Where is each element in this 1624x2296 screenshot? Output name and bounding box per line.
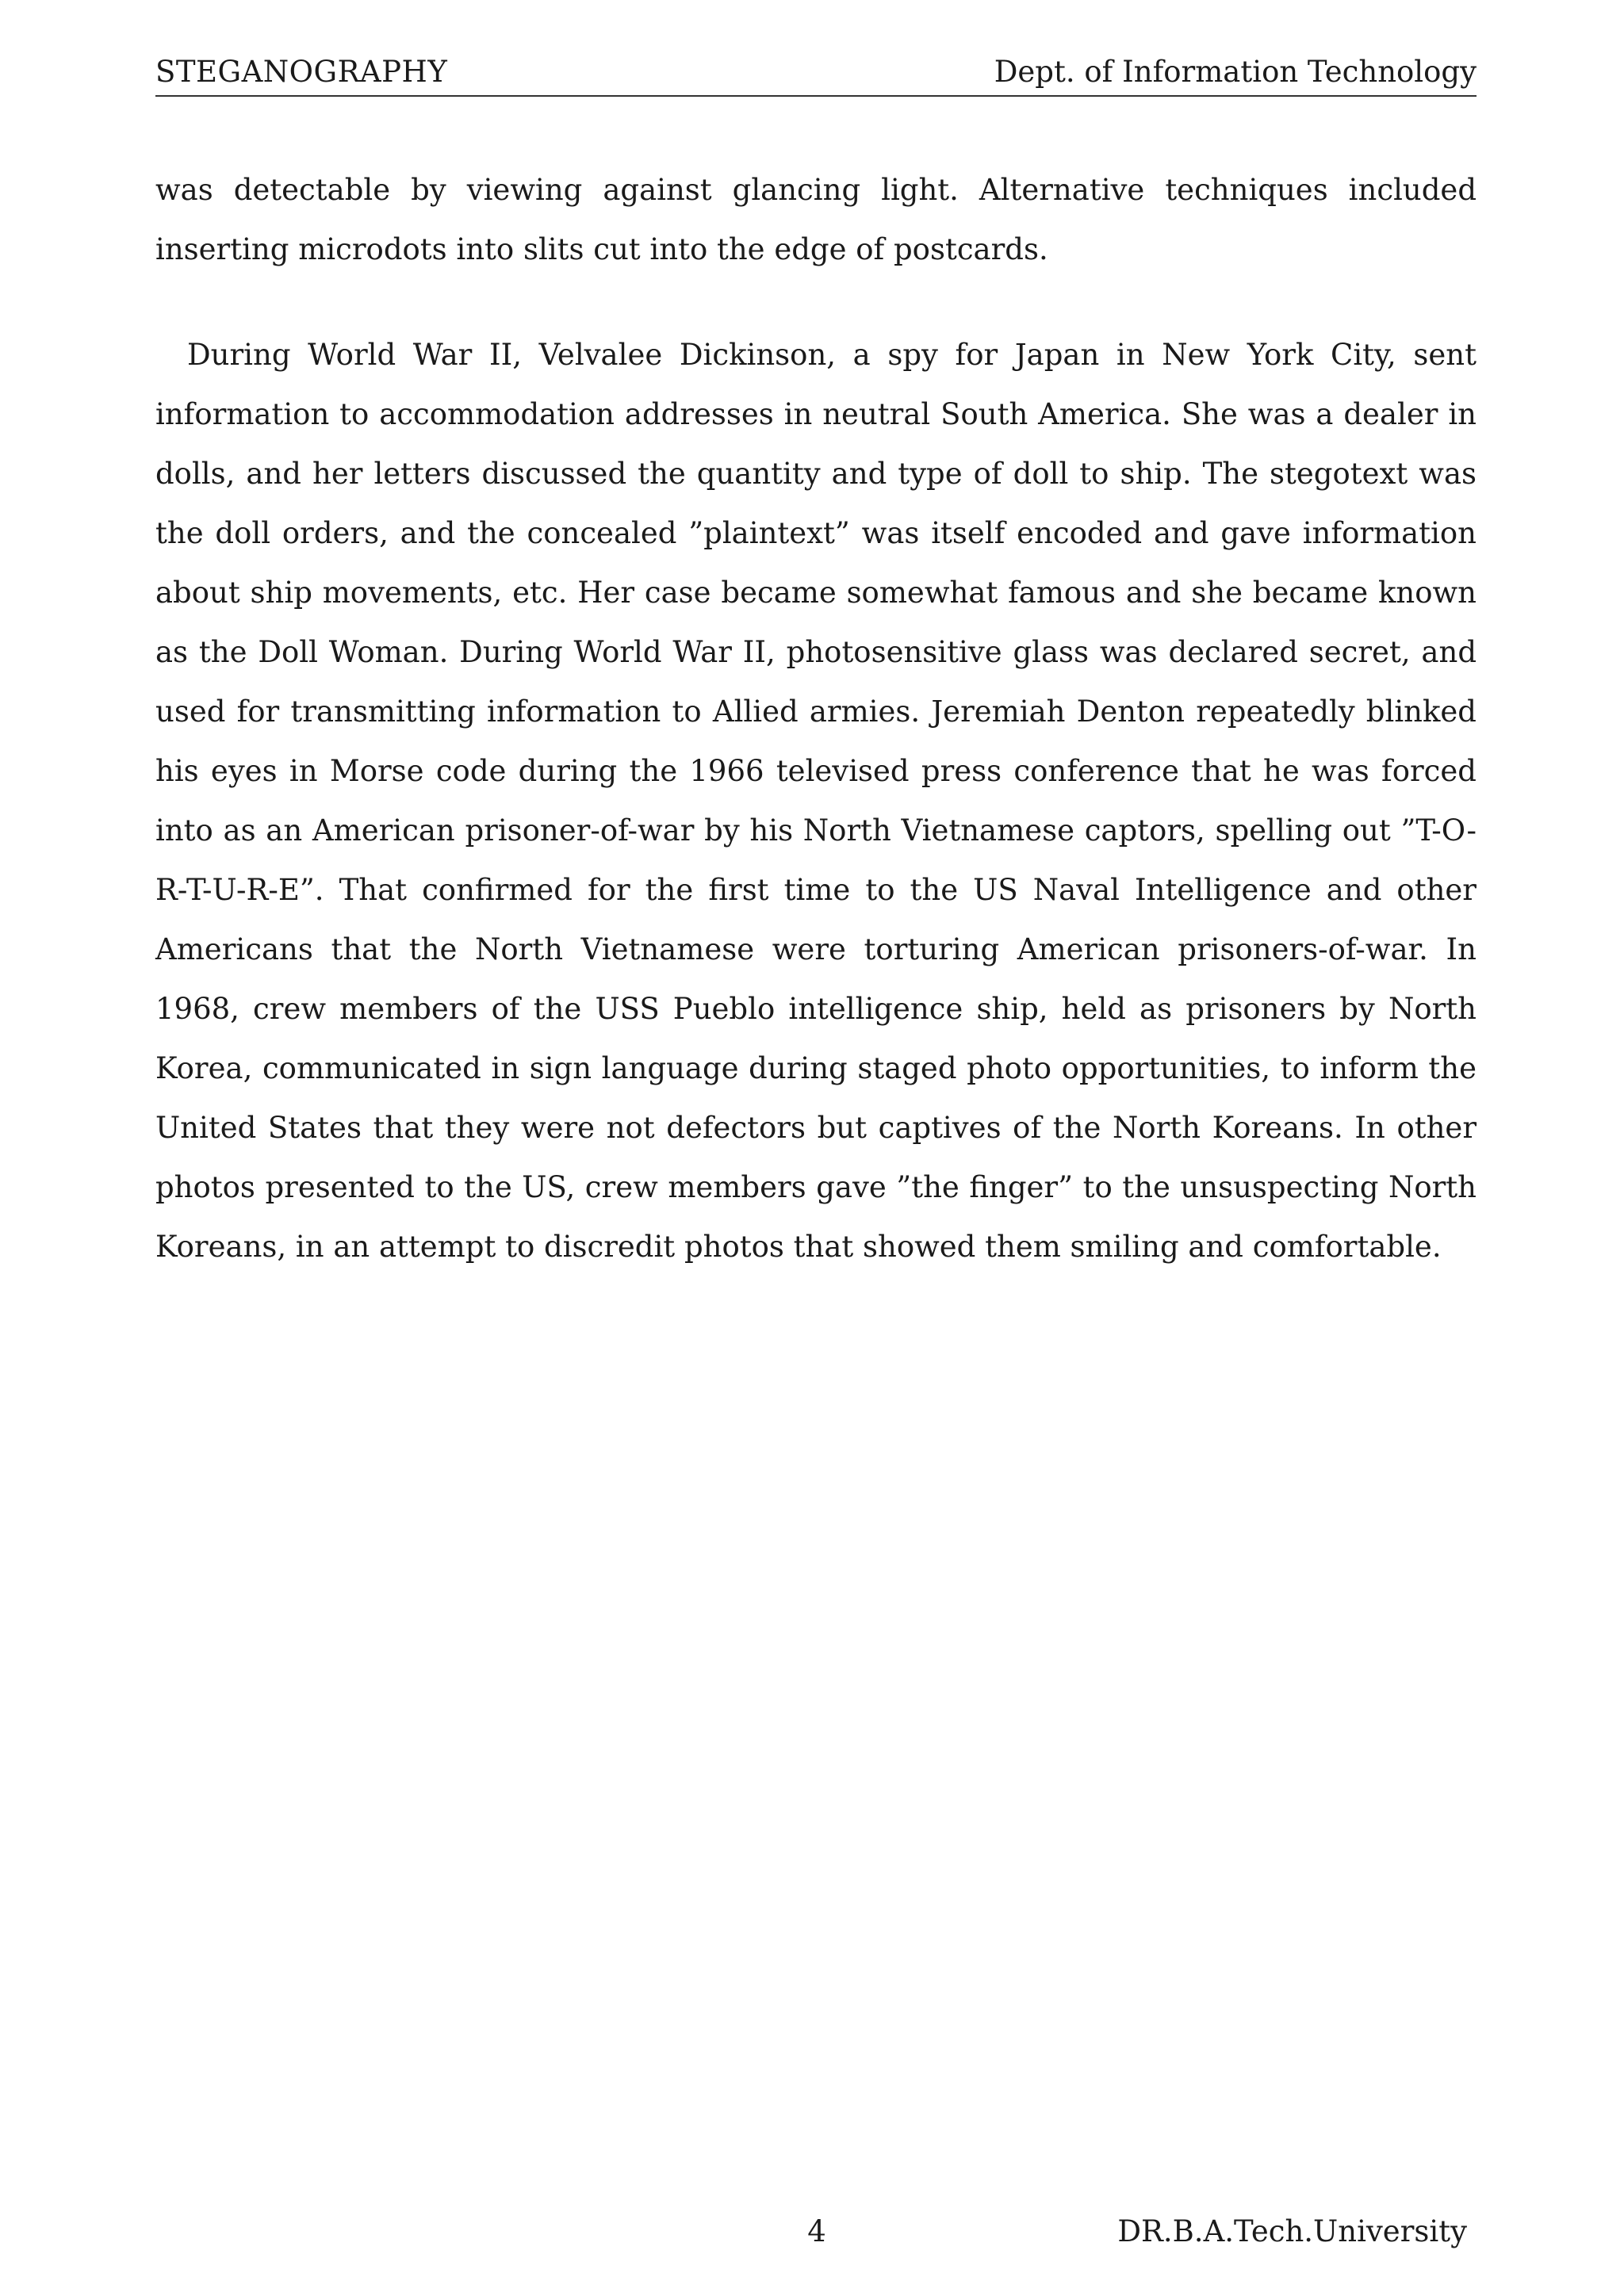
page-number: 4 <box>807 2214 826 2248</box>
department-name: Dept. of Information Technology <box>994 55 1477 89</box>
body-text <box>155 160 1477 1276</box>
paragraph-continuation: was detectable by viewing against glancing light. Alternative techniques included inserting microdots into slits cut into the edge of postcards. <box>155 173 1477 266</box>
page-header <box>155 49 1477 97</box>
institution-name: DR.B.A.Tech.University <box>1117 2214 1467 2248</box>
running-title: STEGANOGRAPHY <box>155 55 448 89</box>
paragraph-world-war-ii: During World War II, Velvalee Dickinson, a spy for Japan in New York City, sent information to accommodation addresses in neutral South America. She was a dealer in dolls, and her letters discussed the quantity and type of doll to ship. The stegotext was the doll orders, and the concealed ”plaintext” was itself encoded and gave information about ship movements, etc. Her case became somewhat famous and she became known as the Doll Woman. During World War II, photosensitive glass was declared secret, and used for transmitting information to Allied armies. Jeremiah Denton repeatedly blinked his eyes in Morse code during the 1966 televised press conference that he was forced into as an American prisoner-of-war by his North Vietnamese captors, spelling out ”T-O-R-T-U-R-E”. That confirmed for the first time to the US Naval Intelligence and other Americans that the North Vietnamese were torturing American prisoners-of-war. In 1968, crew members of the USS Pueblo intelligence ship, held as prisoners by North Korea, communicated in sign language during staged photo opportunities, to inform the United States that they were not defectors but captives of the North Koreans. In other photos presented to the US, crew members gave ”the finger” to the unsuspecting North Koreans, in an attempt to discredit photos that showed them smiling and comfortable. <box>155 338 1477 1264</box>
